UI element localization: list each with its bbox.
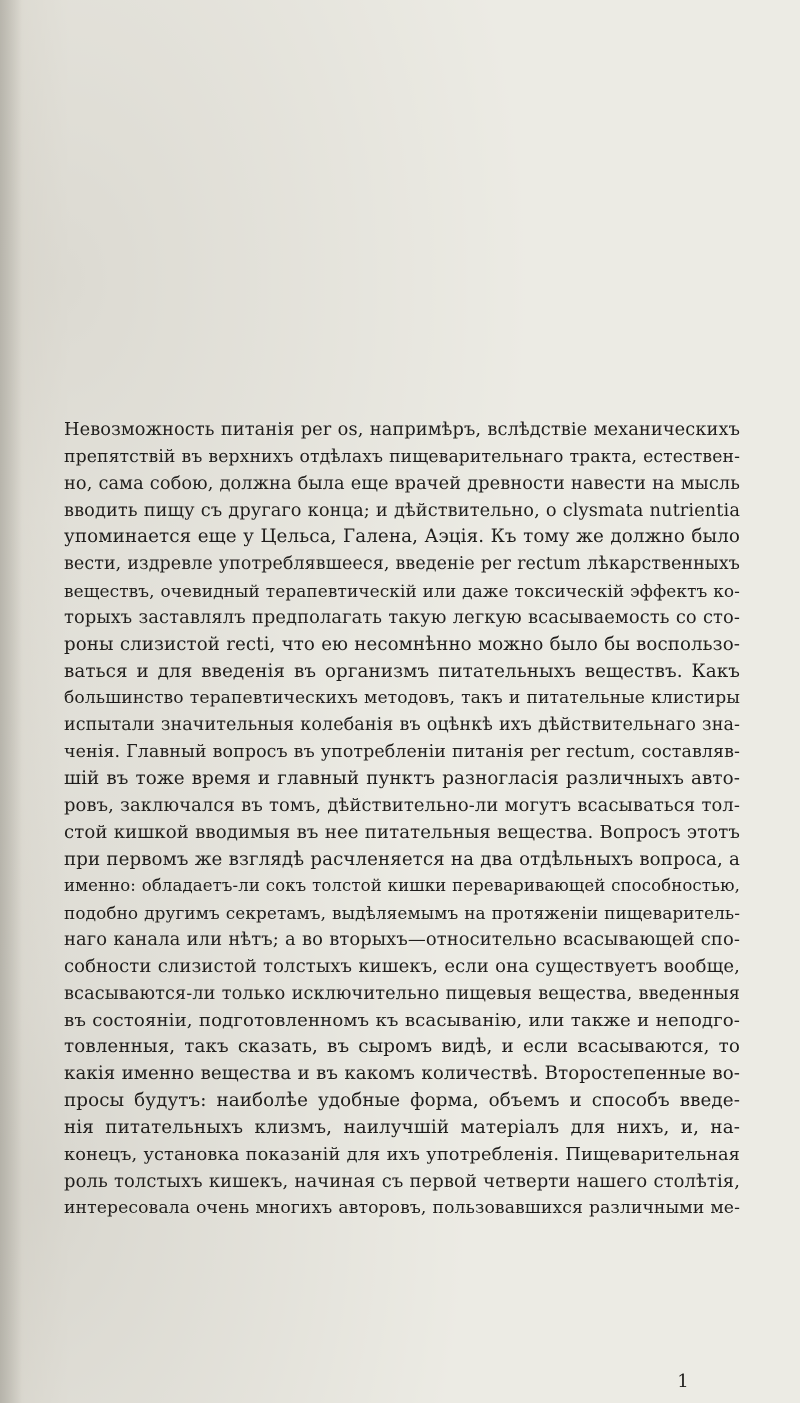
text-line: интересовала очень многихъ авторовъ, пользовавшихся различными ме-: [64, 1198, 740, 1219]
text-line: въ состояніи, подготовленномъ къ всасыванію, или также и неподго-: [64, 1009, 740, 1031]
text-line: испытали значительныя колебанія въ оцѣнкѣ ихъ дѣйствительнаго зна-: [64, 715, 740, 736]
text-line: именно: обладаетъ-ли сокъ толстой кишки переваривающей способностью,: [64, 876, 740, 896]
text-line: наго канала или нѣтъ; а во вторыхъ—относительно всасывающей спо-: [64, 929, 740, 951]
text-line: ровъ, заключался въ томъ, дѣйствительно-ли могутъ всасываться тол-: [64, 794, 740, 816]
text-line: большинство терапевтическихъ методовъ, такъ и питательные клистиры: [64, 688, 740, 709]
text-line: но, сама собою, должна была еще врачей древности навести на мысль: [64, 473, 740, 494]
text-line: всасываются-ли только исключительно пищевыя вещества, введенныя: [64, 983, 740, 1004]
text-line: роль толстыхъ кишекъ, начиная съ первой четверти нашего столѣтія,: [64, 1170, 740, 1192]
text-line: при первомъ же взглядѣ расчленяется на два отдѣльныхъ вопроса, а: [64, 848, 740, 870]
text-line: торыхъ заставлялъ предполагать такую легкую всасываемость со сто-: [64, 606, 740, 628]
text-line: веществъ, очевидный терапевтическій или даже токсическій эффектъ ко-: [64, 581, 740, 602]
text-line: вести, издревле употреблявшееся, введеніе per rectum лѣкарственныхъ: [64, 554, 740, 575]
text-line: просы будутъ: наиболѣе удобные форма, объемъ и способъ введе-: [64, 1090, 740, 1112]
text-line: препятствій въ верхнихъ отдѣлахъ пищеварительнаго тракта, естествен-: [64, 446, 740, 467]
body-text: [64, 417, 740, 1222]
text-line: какія именно вещества и въ какомъ количествѣ. Второстепенные во-: [64, 1063, 740, 1085]
text-line: роны слизистой recti, что ею несомнѣнно можно было бы воспользо-: [64, 633, 740, 655]
text-line: подобно другимъ секретамъ, выдѣляемымъ на протяженіи пищеваритель-: [64, 903, 740, 924]
text-line: собности слизистой толстыхъ кишекъ, если она существуетъ вообще,: [64, 955, 740, 977]
text-line: ченія. Главный вопросъ въ употребленіи питанія per rectum, составляв-: [64, 742, 740, 763]
text-line: стой кишкой вводимыя въ нее питательныя вещества. Вопросъ этотъ: [64, 821, 740, 843]
text-line: шій въ тоже время и главный пунктъ разногласія различныхъ авто-: [64, 767, 740, 789]
text-line: нія питательныхъ клизмъ, наилучшій матеріалъ для нихъ, и, на-: [64, 1116, 740, 1138]
text-line: товленныя, такъ сказать, въ сыромъ видѣ, и если всасываются, то: [64, 1036, 740, 1058]
page-number: 1: [677, 1371, 689, 1392]
text-line: Невозможность питанія per os, напримѣръ, вслѣдствіе механическихъ: [64, 419, 740, 440]
text-line: упоминается еще у Цельса, Галена, Аэція. Къ тому же должно было: [64, 526, 740, 548]
page-edge-shadow: [0, 0, 22, 1403]
text-line: вводить пищу съ другаго конца; и дѣйствительно, о clysmata nutrientia: [64, 500, 740, 521]
text-line: конецъ, установка показаній для ихъ употребленія. Пищеварительная: [64, 1144, 740, 1165]
text-line: ваться и для введенія въ организмъ питательныхъ веществъ. Какъ: [64, 660, 740, 682]
